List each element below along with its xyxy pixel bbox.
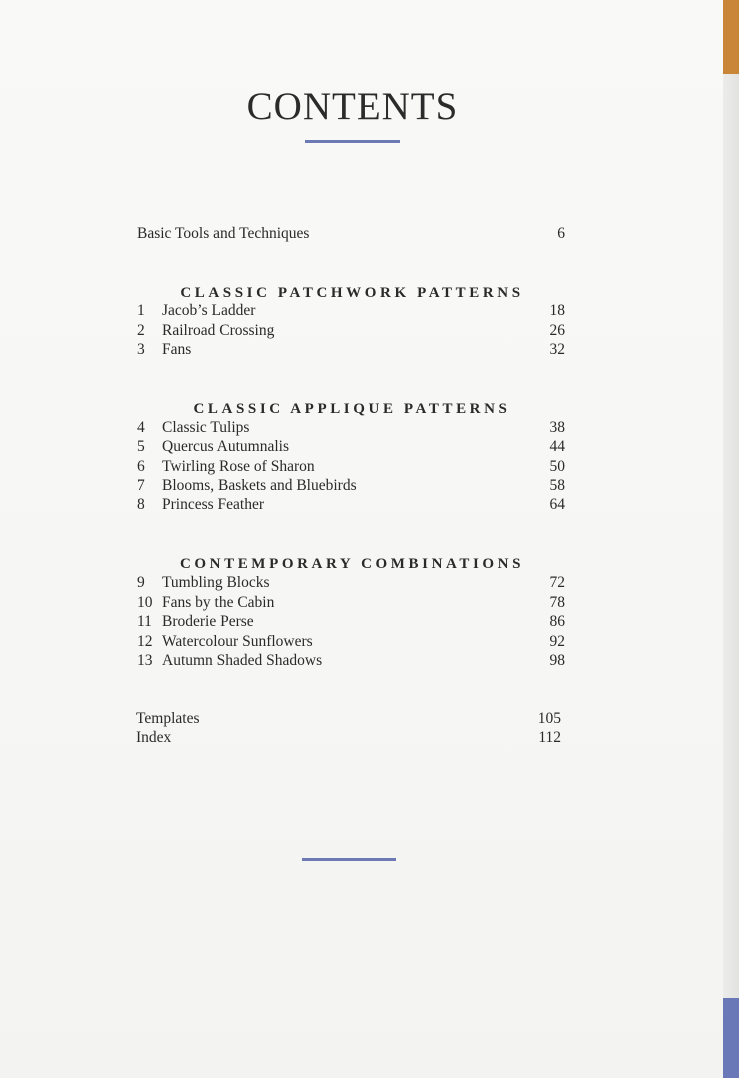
- toc-entry-label: Templates: [136, 710, 200, 727]
- toc-entry-templates[interactable]: [136, 709, 561, 729]
- toc-entry-page: 38: [549, 419, 565, 436]
- toc-entry-page: 26: [549, 322, 565, 339]
- toc-entry-number: 6: [137, 458, 145, 475]
- toc-entry-index[interactable]: [136, 728, 561, 748]
- toc-entry-label: Index: [136, 729, 172, 746]
- toc-entry-number: 10: [137, 594, 153, 611]
- toc-entry-page: 18: [549, 302, 565, 319]
- toc-entry-label: Tumbling Blocks: [162, 574, 270, 591]
- toc-entry-page: 58: [549, 477, 565, 494]
- page-title: CONTENTS: [246, 85, 459, 128]
- toc-entry-intro[interactable]: [137, 224, 565, 244]
- toc-entry-label: Twirling Rose of Sharon: [162, 458, 315, 475]
- toc-entry[interactable]: [137, 495, 565, 515]
- toc-entry[interactable]: [137, 573, 565, 593]
- toc-entry-page: 86: [549, 613, 565, 630]
- toc-entry-label: Blooms, Baskets and Bluebirds: [162, 477, 357, 494]
- toc-entry-number: 8: [137, 496, 145, 513]
- toc-entry-number: 5: [137, 438, 145, 455]
- toc-entry-page: 50: [549, 458, 565, 475]
- toc-entry-page: 72: [549, 574, 565, 591]
- edge-tab-orange: [723, 0, 739, 74]
- title-divider: [305, 140, 400, 143]
- toc-entry[interactable]: [137, 437, 565, 457]
- toc-entry-number: 2: [137, 322, 145, 339]
- toc-entry-label: Railroad Crossing: [162, 322, 275, 339]
- toc-entry-page: 98: [549, 652, 565, 669]
- toc-entry-label: Basic Tools and Techniques: [137, 225, 310, 242]
- toc-entry-page: 6: [557, 225, 565, 242]
- toc-entry[interactable]: [137, 612, 565, 632]
- toc-entry-label: Princess Feather: [162, 496, 265, 513]
- toc-entry[interactable]: [137, 593, 565, 613]
- toc-entry-page: 92: [549, 633, 565, 650]
- toc-entry-number: 7: [137, 477, 145, 494]
- toc-entry-label: Watercolour Sunflowers: [162, 633, 313, 650]
- toc-entry-label: Jacob’s Ladder: [162, 302, 256, 319]
- toc-entry-number: 11: [137, 613, 152, 630]
- toc-entry[interactable]: [137, 651, 565, 671]
- toc-entry-label: Fans: [162, 341, 192, 358]
- toc-entry-page: 112: [538, 729, 561, 746]
- toc-entry-number: 13: [137, 652, 153, 669]
- toc-entry-number: 4: [137, 419, 145, 436]
- toc-entry-label: Autumn Shaded Shadows: [162, 652, 323, 669]
- toc-entry[interactable]: [137, 457, 565, 477]
- toc-entry[interactable]: [137, 632, 565, 652]
- toc-entry[interactable]: [137, 301, 565, 321]
- section-heading-applique: CLASSIC APPLIQUE PATTERNS: [193, 401, 511, 417]
- toc-entry-page: 78: [549, 594, 565, 611]
- toc-entry-label: Broderie Perse: [162, 613, 254, 630]
- section-heading-patchwork: CLASSIC PATCHWORK PATTERNS: [180, 285, 524, 301]
- edge-tab-blue: [723, 998, 739, 1078]
- toc-entry-label: Quercus Autumnalis: [162, 438, 289, 455]
- toc-entry[interactable]: [137, 476, 565, 496]
- toc-entry-number: 3: [137, 341, 145, 358]
- toc-entry-number: 9: [137, 574, 145, 591]
- toc-entry-page: 44: [549, 438, 565, 455]
- toc-entry-page: 64: [549, 496, 565, 513]
- toc-entry-page: 32: [549, 341, 565, 358]
- toc-entry-page: 105: [537, 710, 561, 727]
- bottom-divider: [302, 858, 396, 861]
- toc-entry-number: 1: [137, 302, 145, 319]
- toc-entry[interactable]: [137, 340, 565, 360]
- toc-entry[interactable]: [137, 321, 565, 341]
- toc-entry-number: 12: [137, 633, 153, 650]
- toc-entry[interactable]: [137, 418, 565, 438]
- section-heading-contemporary: CONTEMPORARY COMBINATIONS: [179, 556, 525, 572]
- toc-entry-label: Fans by the Cabin: [162, 594, 275, 611]
- page-edge-strip: [723, 0, 739, 1078]
- toc-entry-label: Classic Tulips: [162, 419, 250, 436]
